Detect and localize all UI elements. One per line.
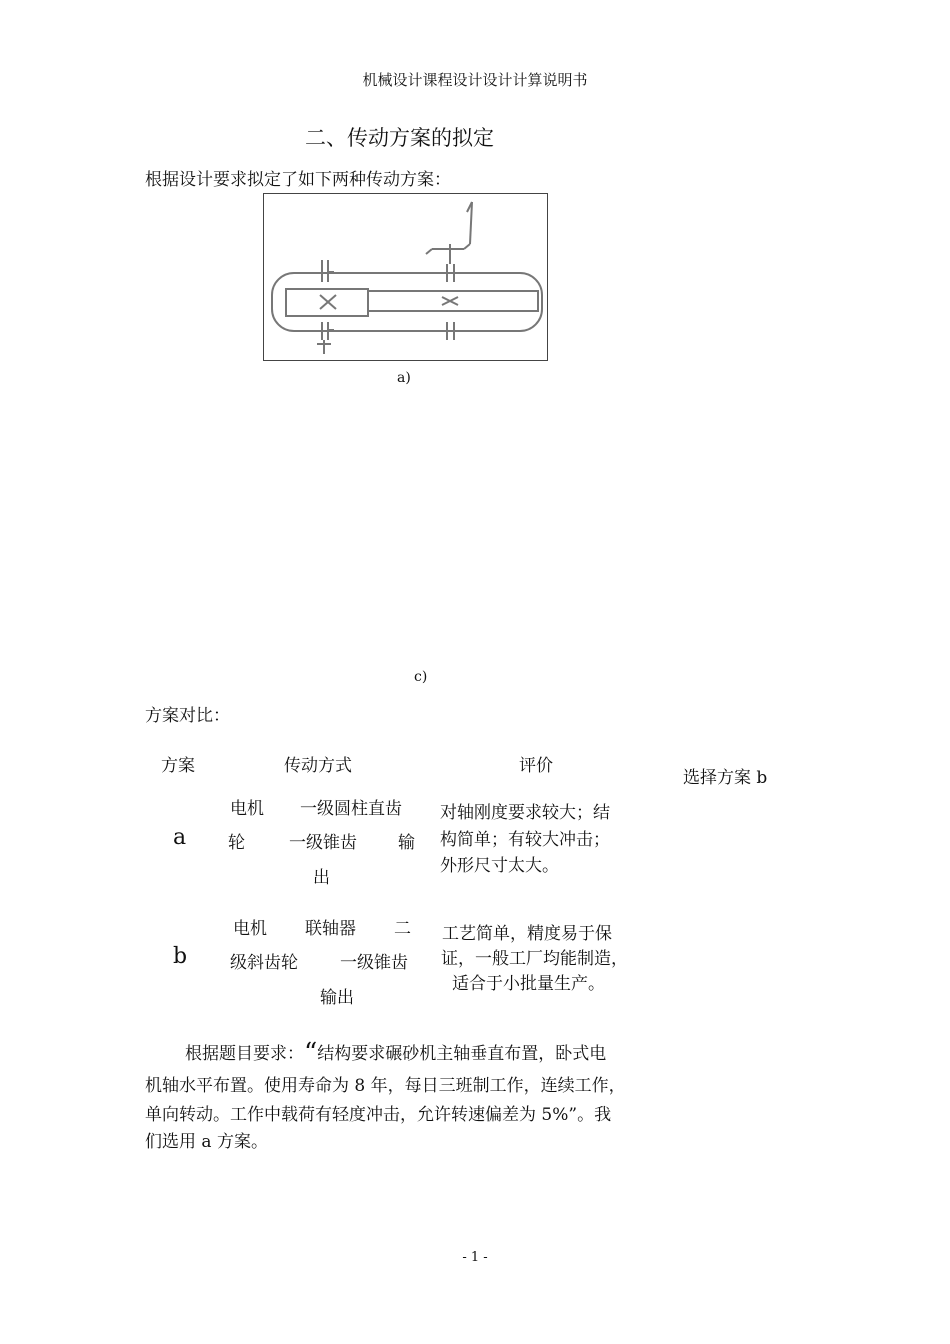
paragraph-line-3: 单向转动。工作中载荷有轻度冲击，允许转速偏差为 5%”。我 [145,1105,612,1125]
transmission-diagram-a [263,193,548,361]
paragraph-line-1 [185,1038,606,1069]
row-b-evaluation-line: 适合于小批量生产。 [452,974,605,994]
row-b-method-part: 电机 [233,919,267,939]
row-b-evaluation-line: 证，一般工厂均能制造， [441,949,628,969]
selection-text: 选择方案 b [683,768,768,788]
row-a-method-part: 电机 [230,799,264,819]
open-quote-mark: “ [304,1038,318,1068]
row-b-method-part: 联轴器 [305,919,356,939]
row-b-method-part: 输出 [320,988,354,1008]
paragraph-lead: 根据题目要求： [185,1044,304,1064]
section-title: 二、传动方案的拟定 [305,126,494,150]
row-a-evaluation-line: 外形尺寸太大。 [440,856,559,876]
row-a-method-part: 轮 [228,833,245,853]
paragraph-line-2: 机轴水平布置。使用寿命为 8 年，每日三班制工作，连续工作， [145,1076,626,1096]
paragraph-line1-text: 结构要求碾砂机主轴垂直布置，卧式电 [317,1044,607,1064]
row-a-method-part: 一级锥齿 [289,833,357,853]
row-a-evaluation-line: 构简单；有较大冲击； [440,830,610,850]
figure-caption-a: a) [397,370,411,386]
table-header-method: 传动方式 [284,756,352,776]
row-b-method-part: 级斜齿轮 [230,953,298,973]
paragraph-line-4: 们选用 a 方案。 [145,1132,268,1152]
row-b-evaluation-line: 工艺简单，精度易于保 [442,924,612,944]
row-a-method-part: 出 [313,868,330,888]
transmission-diagram-svg [264,194,547,360]
row-b-method-part: 二 [394,919,411,939]
row-a-evaluation-line: 对轴刚度要求较大；结 [440,803,610,823]
document-header: 机械设计课程设计设计计算说明书 [362,71,588,89]
comparison-title: 方案对比： [145,706,230,726]
table-header-evaluation: 评价 [519,756,553,776]
row-b-method-part: 一级锥齿 [340,953,408,973]
figure-caption-c: c) [414,669,428,685]
intro-text: 根据设计要求拟定了如下两种传动方案： [145,170,451,190]
row-label-b: b [173,944,188,969]
table-header-scheme: 方案 [161,756,195,776]
row-a-method-part: 一级圆柱直齿 [300,799,402,819]
page-number: - 1 - [462,1250,488,1265]
row-label-a: a [173,825,187,850]
row-a-method-part: 输 [398,833,415,853]
